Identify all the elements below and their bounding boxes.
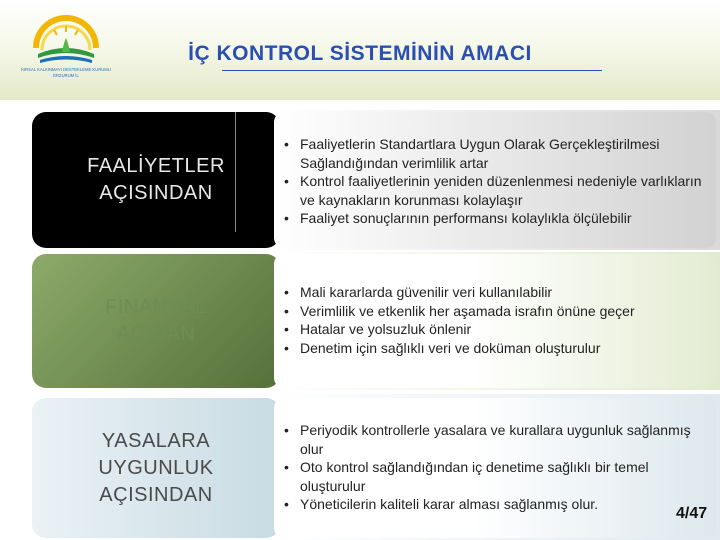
list-item: • Faaliyetlerin Standartlara Uygun Olarak Gerçekleştirilmesi Sağlandığından verimlilik artar — [284, 135, 704, 172]
label-divider — [235, 112, 236, 232]
svg-text:KIRSAL KALKINMAYI DESTEKLEME K: KIRSAL KALKINMAYI DESTEKLEME KURUMU — [21, 67, 111, 72]
section-label-finansal — [32, 254, 280, 388]
label-line: FİNANSAL — [105, 296, 207, 318]
label-line: FAALİYETLER — [87, 155, 225, 177]
bullet-list-finansal — [284, 283, 704, 357]
list-item: • Verimlilik ve etkenlik her aşamada israfın önüne geçer — [284, 302, 704, 321]
list-item: • Denetim için sağlıklı veri ve doküman oluşturulur — [284, 339, 704, 358]
label-line: AÇISINDAN — [99, 182, 213, 204]
bullet-list-faaliyetler — [284, 135, 704, 228]
bullet-list-yasalara — [284, 421, 704, 514]
svg-text:ERZURUM İL: ERZURUM İL — [53, 73, 79, 78]
label-line: YASALARA — [101, 429, 211, 452]
list-item: • Yöneticilerin kaliteli karar alması sağlanmış olur. — [284, 495, 704, 514]
list-item: • Oto kontrol sağlandığından iç denetime sağlıklı bir temel oluşturulur — [284, 458, 704, 495]
label-line: AÇISINDAN — [99, 483, 213, 506]
page-number: 4/47 — [676, 505, 708, 522]
section-label-yasalara — [32, 398, 280, 538]
list-item: • Periyodik kontrollerle yasalara ve kurallara uygunluk sağlanmış olur — [284, 421, 704, 458]
section-label-faaliyetler — [32, 112, 280, 248]
list-item: • Hatalar ve yolsuzluk önlenir — [284, 320, 704, 339]
list-item: • Kontrol faaliyetlerinin yeniden düzenlenmesi nedeniyle varlıkların ve kaynakların korunması kolaylaşır — [284, 172, 704, 209]
label-line: AÇIDAN — [116, 323, 196, 345]
label-line: UYGUNLUK — [98, 456, 214, 479]
list-item: • Mali kararlarda güvenilir veri kullanılabilir — [284, 283, 704, 302]
list-item: • Faaliyet sonuçlarının performansı kolaylıkla ölçülebilir — [284, 209, 704, 228]
page-title: İÇ KONTROL SİSTEMİNİN AMACI — [188, 42, 532, 65]
title-underline — [222, 70, 602, 71]
